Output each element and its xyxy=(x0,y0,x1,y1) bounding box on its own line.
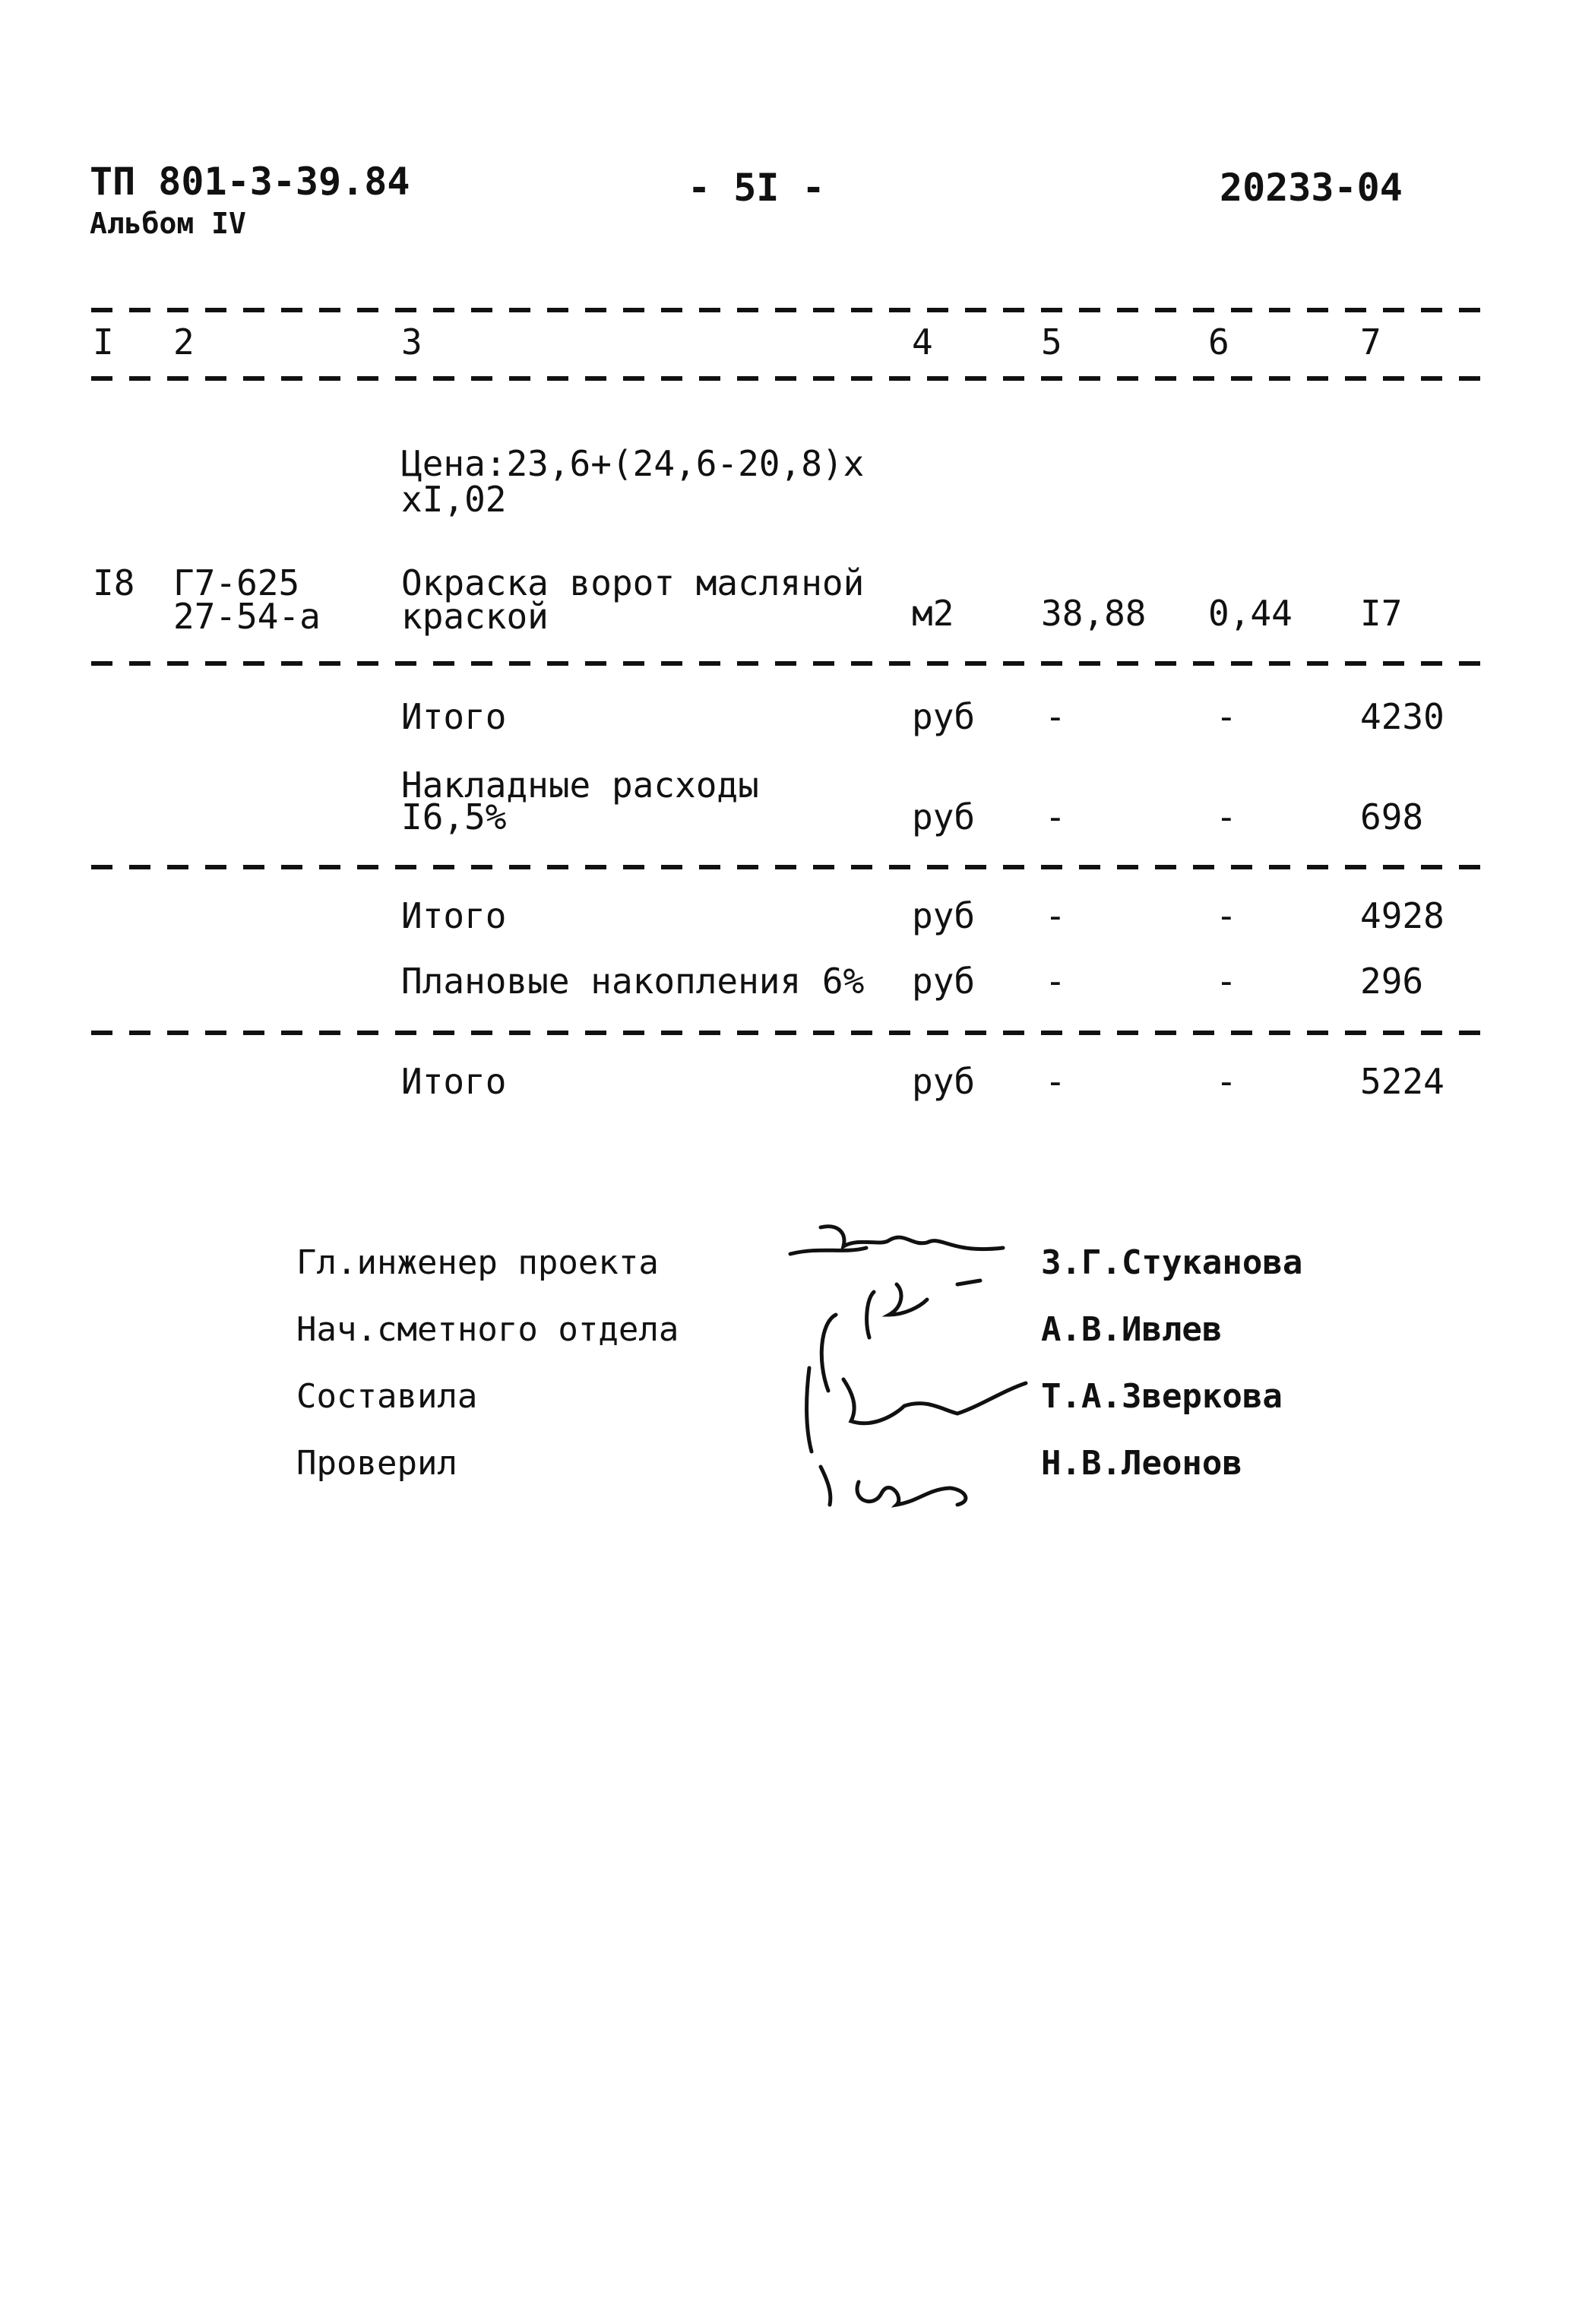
rule-row18-bottom xyxy=(91,661,1489,666)
rule-header-bottom xyxy=(91,376,1489,381)
price-note-line2: хI,02 xyxy=(401,479,507,520)
summary-total: 4928 xyxy=(1360,895,1445,936)
signature-name: Н.В.Леонов xyxy=(1041,1444,1242,1483)
col-header-2: 2 xyxy=(173,321,195,363)
signature-role: Составила xyxy=(296,1377,478,1416)
row-code-line1: Г7-625 xyxy=(173,562,300,603)
row-name-line1: Окраска ворот масляной xyxy=(401,562,865,603)
summary-col6: - xyxy=(1216,961,1237,1002)
album-label: Альбом IV xyxy=(90,207,246,240)
row-number: I8 xyxy=(93,562,135,603)
rule-summary-4 xyxy=(91,1031,1489,1035)
summary-label: Итого xyxy=(401,895,507,936)
summary-col5: - xyxy=(1045,696,1066,737)
summary-label: Итого xyxy=(401,1061,507,1102)
summary-total: 4230 xyxy=(1360,696,1445,737)
summary-unit: руб xyxy=(912,696,976,737)
summary-label-percent: I6,5% xyxy=(401,796,507,837)
col-header-4: 4 xyxy=(912,321,933,363)
row-rate: 0,44 xyxy=(1208,593,1293,634)
col-header-1: I xyxy=(93,321,114,363)
summary-unit: руб xyxy=(912,895,976,936)
archive-number: 20233-04 xyxy=(1220,166,1403,210)
col-header-3: 3 xyxy=(401,321,422,363)
summary-col6: - xyxy=(1216,1061,1237,1102)
rule-summary-2 xyxy=(91,865,1489,869)
summary-col5: - xyxy=(1045,796,1066,837)
summary-unit: руб xyxy=(912,796,976,837)
summary-col6: - xyxy=(1216,796,1237,837)
summary-col5: - xyxy=(1045,895,1066,936)
row-qty: 38,88 xyxy=(1041,593,1147,634)
summary-label: Плановые накопления 6% xyxy=(401,961,865,1002)
row-total: I7 xyxy=(1360,593,1403,634)
summary-col5: - xyxy=(1045,1061,1066,1102)
handwritten-signatures xyxy=(775,1201,1033,1512)
signature-role: Проверил xyxy=(296,1444,457,1483)
summary-col6: - xyxy=(1216,696,1237,737)
signature-name: А.В.Ивлев xyxy=(1041,1310,1223,1349)
summary-col6: - xyxy=(1216,895,1237,936)
signature-role: Нач.сметного отдела xyxy=(296,1310,679,1349)
signature-role: Гл.инженер проекта xyxy=(296,1243,659,1282)
summary-unit: руб xyxy=(912,961,976,1002)
rule-top xyxy=(91,308,1489,312)
summary-label: Накладные расходы xyxy=(401,765,759,806)
row-name-line2: краской xyxy=(401,596,549,637)
col-header-6: 6 xyxy=(1208,321,1229,363)
price-note-line1: Цена:23,6+(24,6-20,8)х xyxy=(401,443,865,484)
signature-name: З.Г.Стуканова xyxy=(1041,1243,1303,1282)
row-unit: м2 xyxy=(912,593,954,634)
page-number: - 5I - xyxy=(688,166,825,210)
summary-label: Итого xyxy=(401,696,507,737)
signature-name: Т.А.Зверкова xyxy=(1041,1377,1283,1416)
summary-total: 5224 xyxy=(1360,1061,1445,1102)
row-code-line2: 27-54-а xyxy=(173,596,321,637)
doc-code: ТП 801-3-39.84 xyxy=(90,160,410,204)
summary-total: 698 xyxy=(1360,796,1424,837)
col-header-7: 7 xyxy=(1360,321,1381,363)
summary-col5: - xyxy=(1045,961,1066,1002)
summary-total: 296 xyxy=(1360,961,1424,1002)
summary-unit: руб xyxy=(912,1061,976,1102)
col-header-5: 5 xyxy=(1041,321,1062,363)
